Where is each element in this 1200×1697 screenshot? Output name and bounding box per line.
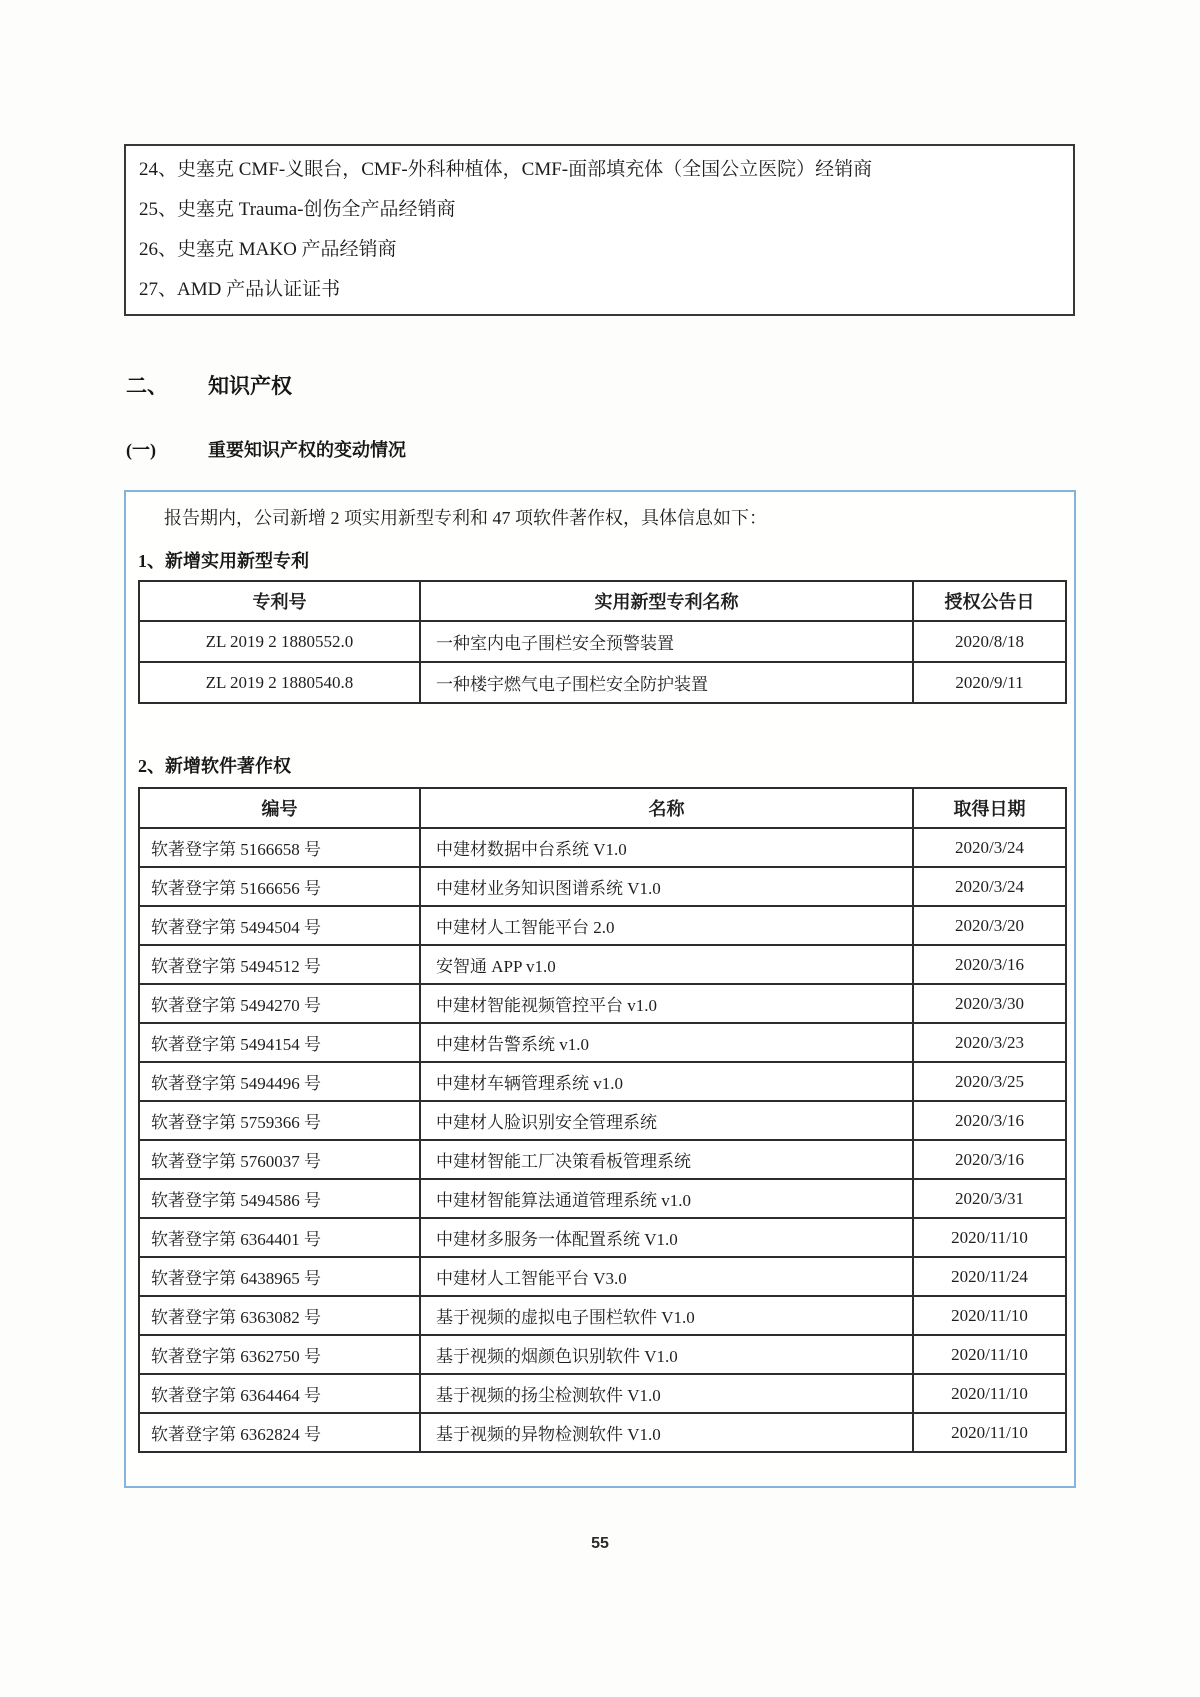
table-row <box>139 867 1066 906</box>
table-header-cell: 实用新型专利名称 <box>420 581 913 621</box>
certificates-box <box>124 144 1075 316</box>
table-cell: 2020/3/16 <box>913 1140 1066 1179</box>
table-cell: 2020/8/18 <box>913 621 1066 662</box>
table-cell: 2020/3/23 <box>913 1023 1066 1062</box>
table-cell: 2020/3/30 <box>913 984 1066 1023</box>
table-cell: 软著登字第 5760037 号 <box>139 1140 420 1179</box>
table-cell: 中建材车辆管理系统 v1.0 <box>420 1062 913 1101</box>
table-cell: 中建材业务知识图谱系统 V1.0 <box>420 867 913 906</box>
table-cell: 软著登字第 5494504 号 <box>139 906 420 945</box>
table-cell: 2020/3/16 <box>913 1101 1066 1140</box>
content-box <box>124 490 1076 1488</box>
table-header-cell: 取得日期 <box>913 788 1066 828</box>
table-cell: 2020/11/24 <box>913 1257 1066 1296</box>
copyright-table <box>138 787 1067 1453</box>
subsection-heading <box>126 436 406 462</box>
table-cell: 中建材告警系统 v1.0 <box>420 1023 913 1062</box>
certificate-list-item: 26、史塞克 MAKO 产品经销商 <box>139 239 397 260</box>
table-row <box>139 621 1066 662</box>
table-row <box>139 1062 1066 1101</box>
table-cell: 基于视频的扬尘检测软件 V1.0 <box>420 1374 913 1413</box>
subsection-title: 重要知识产权的变动情况 <box>208 440 406 460</box>
table-cell: 安智通 APP v1.0 <box>420 945 913 984</box>
certificate-list-item: 25、史塞克 Trauma-创伤全产品经销商 <box>139 199 456 220</box>
table-cell: 软著登字第 5494512 号 <box>139 945 420 984</box>
table-cell: ZL 2019 2 1880540.8 <box>139 662 420 703</box>
table-row <box>139 1257 1066 1296</box>
section-title: 知识产权 <box>208 374 292 398</box>
table-cell: 软著登字第 6362824 号 <box>139 1413 420 1452</box>
table-cell: 软著登字第 5759366 号 <box>139 1101 420 1140</box>
table-header-cell: 专利号 <box>139 581 420 621</box>
table-row <box>139 906 1066 945</box>
table-row <box>139 1374 1066 1413</box>
table-row <box>139 945 1066 984</box>
table-cell: 2020/11/10 <box>913 1413 1066 1452</box>
certificate-list-item: 27、AMD 产品认证证书 <box>139 279 341 300</box>
table-row <box>139 1023 1066 1062</box>
table-cell: 2020/3/20 <box>913 906 1066 945</box>
table-cell: 2020/3/31 <box>913 1179 1066 1218</box>
table-row <box>139 828 1066 867</box>
table-cell: 软著登字第 5166656 号 <box>139 867 420 906</box>
certificate-list-item: 24、史塞克 CMF-义眼台，CMF-外科种植体，CMF-面部填充体（全国公立医院）经销商 <box>139 159 873 180</box>
table-cell: 软著登字第 6364401 号 <box>139 1218 420 1257</box>
table-cell: 一种室内电子围栏安全预警装置 <box>420 621 913 662</box>
table-header-cell: 名称 <box>420 788 913 828</box>
table-cell: 2020/11/10 <box>913 1374 1066 1413</box>
table-cell: 基于视频的烟颜色识别软件 V1.0 <box>420 1335 913 1374</box>
subsection-number: (一) <box>126 440 156 460</box>
table-cell: 软著登字第 6362750 号 <box>139 1335 420 1374</box>
table-cell: 中建材人脸识别安全管理系统 <box>420 1101 913 1140</box>
table-cell: 基于视频的异物检测软件 V1.0 <box>420 1413 913 1452</box>
section-heading <box>126 370 292 400</box>
table-cell: 软著登字第 5494586 号 <box>139 1179 420 1218</box>
section-number: 二、 <box>126 374 168 398</box>
table-cell: ZL 2019 2 1880552.0 <box>139 621 420 662</box>
table-cell: 2020/11/10 <box>913 1218 1066 1257</box>
table-cell: 软著登字第 5494154 号 <box>139 1023 420 1062</box>
copyright-section-label: 2、新增软件著作权 <box>138 756 291 776</box>
table-cell: 软著登字第 5166658 号 <box>139 828 420 867</box>
table-cell: 软著登字第 6438965 号 <box>139 1257 420 1296</box>
patent-table <box>138 580 1067 704</box>
table-cell: 中建材多服务一体配置系统 V1.0 <box>420 1218 913 1257</box>
table-header-row <box>139 581 1066 621</box>
page-number: 55 <box>591 1535 609 1552</box>
table-row <box>139 1218 1066 1257</box>
table-cell: 软著登字第 6363082 号 <box>139 1296 420 1335</box>
table-cell: 中建材数据中台系统 V1.0 <box>420 828 913 867</box>
table-cell: 中建材智能工厂决策看板管理系统 <box>420 1140 913 1179</box>
table-cell: 2020/9/11 <box>913 662 1066 703</box>
table-cell: 中建材智能算法通道管理系统 v1.0 <box>420 1179 913 1218</box>
table-cell: 中建材智能视频管控平台 v1.0 <box>420 984 913 1023</box>
table-cell: 2020/3/25 <box>913 1062 1066 1101</box>
table-cell: 一种楼宇燃气电子围栏安全防护装置 <box>420 662 913 703</box>
intro-paragraph: 报告期内，公司新增 2 项实用新型专利和 47 项软件著作权，具体信息如下： <box>164 508 767 528</box>
table-cell: 软著登字第 5494496 号 <box>139 1062 420 1101</box>
table-cell: 2020/3/16 <box>913 945 1066 984</box>
table-row <box>139 1335 1066 1374</box>
table-row <box>139 1101 1066 1140</box>
table-header-cell: 编号 <box>139 788 420 828</box>
table-cell: 2020/11/10 <box>913 1335 1066 1374</box>
table-cell: 基于视频的虚拟电子围栏软件 V1.0 <box>420 1296 913 1335</box>
table-row <box>139 1179 1066 1218</box>
table-row <box>139 1296 1066 1335</box>
table-row <box>139 984 1066 1023</box>
patent-section-label: 1、新增实用新型专利 <box>138 551 309 571</box>
table-row <box>139 662 1066 703</box>
table-cell: 2020/3/24 <box>913 867 1066 906</box>
table-cell: 软著登字第 5494270 号 <box>139 984 420 1023</box>
table-cell: 中建材人工智能平台 V3.0 <box>420 1257 913 1296</box>
table-cell: 软著登字第 6364464 号 <box>139 1374 420 1413</box>
table-header-row <box>139 788 1066 828</box>
table-row <box>139 1413 1066 1452</box>
table-cell: 2020/11/10 <box>913 1296 1066 1335</box>
table-cell: 2020/3/24 <box>913 828 1066 867</box>
table-cell: 中建材人工智能平台 2.0 <box>420 906 913 945</box>
table-row <box>139 1140 1066 1179</box>
table-header-cell: 授权公告日 <box>913 581 1066 621</box>
